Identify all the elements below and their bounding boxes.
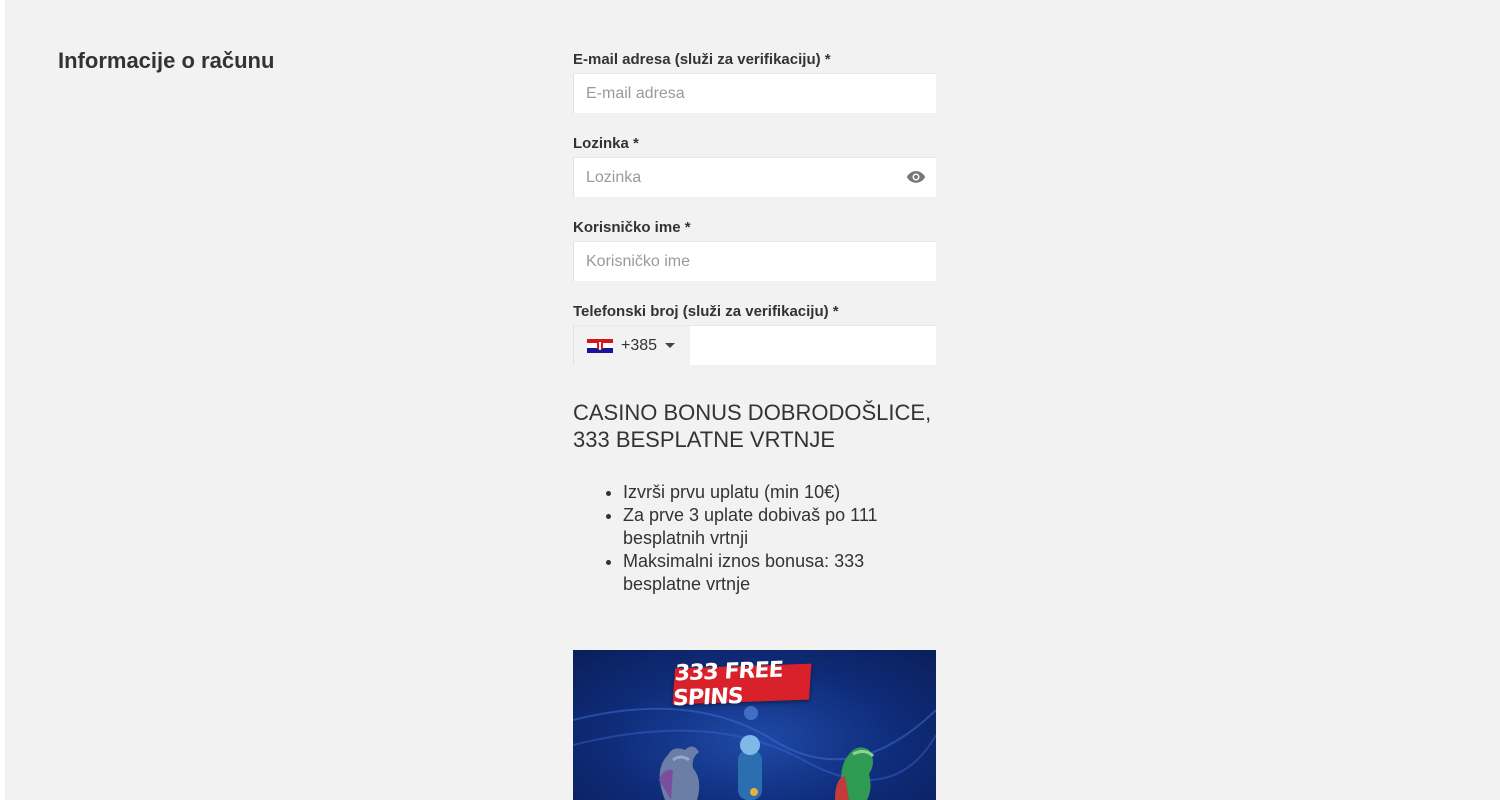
password-label: Lozinka * (573, 135, 639, 152)
eye-icon[interactable] (906, 169, 926, 185)
section-title: Informacije o računu (58, 48, 275, 73)
promo-title-line2: 333 BESPLATNE VRTNJE (573, 427, 836, 452)
email-label: E-mail adresa (služi za verifikaciju) * (573, 51, 831, 68)
promo-list-item: • Izvrši prvu uplatu (min 10€) (623, 481, 936, 504)
croatia-flag-icon (587, 339, 613, 353)
email-field-group (573, 50, 936, 113)
promo-list-item: • Za prve 3 uplate dobivaš po 111 besplatnih vrtnji (623, 504, 936, 550)
account-form (573, 50, 936, 596)
phone-input[interactable] (690, 326, 936, 365)
email-input[interactable] (574, 74, 936, 113)
username-field-group (573, 218, 936, 281)
promo-title-line1: CASINO BONUS DOBRODOŠLICE, (573, 400, 932, 425)
registration-page (5, 0, 1500, 800)
dial-code: +385 (621, 336, 658, 354)
chevron-down-icon (665, 343, 675, 348)
password-input-wrap (573, 157, 936, 197)
promo-list-item: • Maksimalni iznos bonusa: 333 besplatne vrtnje (623, 550, 936, 596)
username-input-wrap (573, 241, 936, 281)
promo-title (573, 399, 936, 453)
password-input[interactable] (574, 158, 936, 197)
phone-label: Telefonski broj (služi za verifikaciju) * (573, 303, 839, 320)
email-input-wrap (573, 73, 936, 113)
promo-list (573, 481, 936, 596)
country-code-selector[interactable] (574, 326, 690, 365)
username-label: Korisničko ime * (573, 219, 691, 236)
free-spins-badge: 333 FREE SPINS (673, 664, 812, 705)
username-input[interactable] (574, 242, 936, 281)
phone-field-group (573, 302, 936, 365)
promo-banner[interactable] (573, 650, 936, 800)
phone-input-wrap (573, 325, 936, 365)
password-field-group (573, 134, 936, 197)
